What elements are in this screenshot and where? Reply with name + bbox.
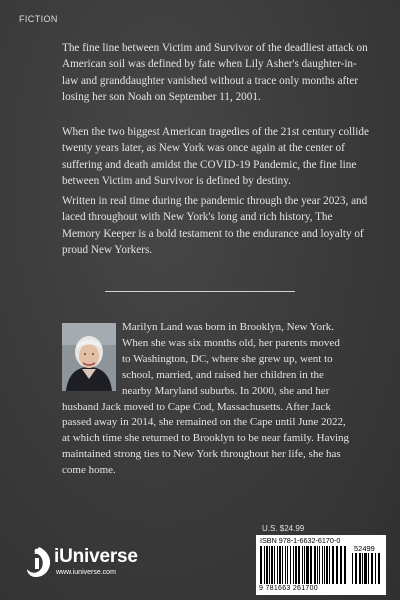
genre-label: FICTION: [19, 14, 58, 24]
barcode-bar: [355, 553, 357, 584]
barcode-bar: [352, 553, 353, 584]
barcode-bar: [340, 546, 342, 584]
blurb-paragraph: The fine line between Victim and Survivor of the deadliest attack on American soil was defined by fate when Lily Asher's daughter-in-law and granddaughter vanished without a trace only months after losing her son Noah on September 11, 2001.: [62, 42, 368, 103]
barcode-bar: [290, 546, 291, 584]
barcode-bar: [364, 553, 367, 584]
barcode-bar: [322, 546, 323, 584]
barcode-bar: [271, 546, 273, 584]
barcode-bar: [317, 546, 318, 584]
barcode-bar: [332, 546, 334, 584]
author-bio-line: come home.: [62, 464, 116, 477]
barcode-bar: [371, 553, 373, 584]
barcode-bar: [285, 546, 286, 584]
barcode-bar: [326, 546, 328, 584]
barcode-bar: [362, 553, 363, 584]
barcode-bar: [302, 546, 303, 584]
blurb-paragraph: When the two biggest American tragedies of the 21st century collide twenty years later, as New York was once again at the center of suffering and death amidst the COVID-19 Pandemic, the fine line between Victim and Survivor is defined by destiny.: [62, 126, 369, 187]
barcode-bar: [298, 546, 300, 584]
barcode-addon-icon: [352, 553, 382, 584]
author-bio-line: at which time she returned to Brooklyn to be near family. Having: [62, 432, 350, 445]
barcode-icon: [260, 546, 348, 584]
barcode-bar: [368, 553, 369, 584]
barcode-bar: [266, 546, 268, 584]
author-photo: [62, 323, 116, 391]
author-bio-line: husband Jack moved to Cape Cod, Massachusetts. After Jack: [62, 400, 331, 413]
barcode-bar: [378, 553, 380, 584]
iuniverse-logo-icon: [26, 546, 52, 578]
section-divider: [105, 291, 295, 292]
author-bio-line: school, married, and raised her children in the: [122, 368, 324, 381]
barcode-bar: [336, 546, 338, 584]
publisher-name: iUniverse: [54, 546, 138, 567]
author-portrait-icon: [62, 323, 116, 391]
author-bio-line: Marilyn Land was born in Brooklyn, New York.: [122, 321, 335, 333]
author-bio: [62, 320, 372, 479]
author-bio-line: nearby Maryland suburbs. In 2000, she and her: [122, 384, 330, 397]
barcode-bar: [314, 546, 316, 584]
barcode-bar: [359, 553, 361, 584]
barcode-bar: [304, 546, 305, 584]
barcode-bar: [274, 546, 275, 584]
barcode-bar: [310, 546, 312, 584]
author-bio-line: to Washington, DC, where she grew up, went to: [122, 352, 333, 365]
barcode-bar: [269, 546, 270, 584]
publisher-url: www.iuniverse.com: [56, 569, 116, 576]
barcode-bar: [319, 546, 320, 584]
barcode-bar: [279, 546, 281, 584]
barcode-bar: [277, 546, 278, 584]
publisher-logo: [26, 542, 176, 582]
isbn-label: ISBN 978-1-6632-6170-0: [260, 536, 341, 545]
barcode-bar: [344, 546, 346, 584]
barcode-bar: [329, 546, 330, 584]
author-bio-line: passed away in 2014, she remained on the Cape until June 2022,: [62, 416, 346, 429]
barcode-bar: [295, 546, 297, 584]
isbn-barcode: [256, 535, 386, 595]
barcode-bar: [375, 553, 376, 584]
barcode-bar: [260, 546, 262, 584]
author-bio-line: When she was six months old, her parents moved: [122, 336, 340, 349]
isbn-digits: 9 781663 261700: [259, 585, 318, 592]
price-code: 52499: [354, 544, 375, 553]
barcode-bar: [282, 546, 283, 584]
barcode-bar: [264, 546, 265, 584]
author-bio-line: maintained strong ties to New York throughout her life, she has: [62, 448, 341, 461]
price-label: U.S. $24.99: [262, 524, 305, 533]
barcode-bar: [287, 546, 288, 584]
barcode-bar: [324, 546, 325, 584]
barcode-bar: [306, 546, 309, 584]
blurb-paragraph: Written in real time during the pandemic through the year 2023, and laced throughout with New York's long and rich history, The Memory Keeper is a bold testament to the endurance and loyalty of proud New Yorkers.: [62, 195, 368, 256]
barcode-bar: [293, 546, 294, 584]
